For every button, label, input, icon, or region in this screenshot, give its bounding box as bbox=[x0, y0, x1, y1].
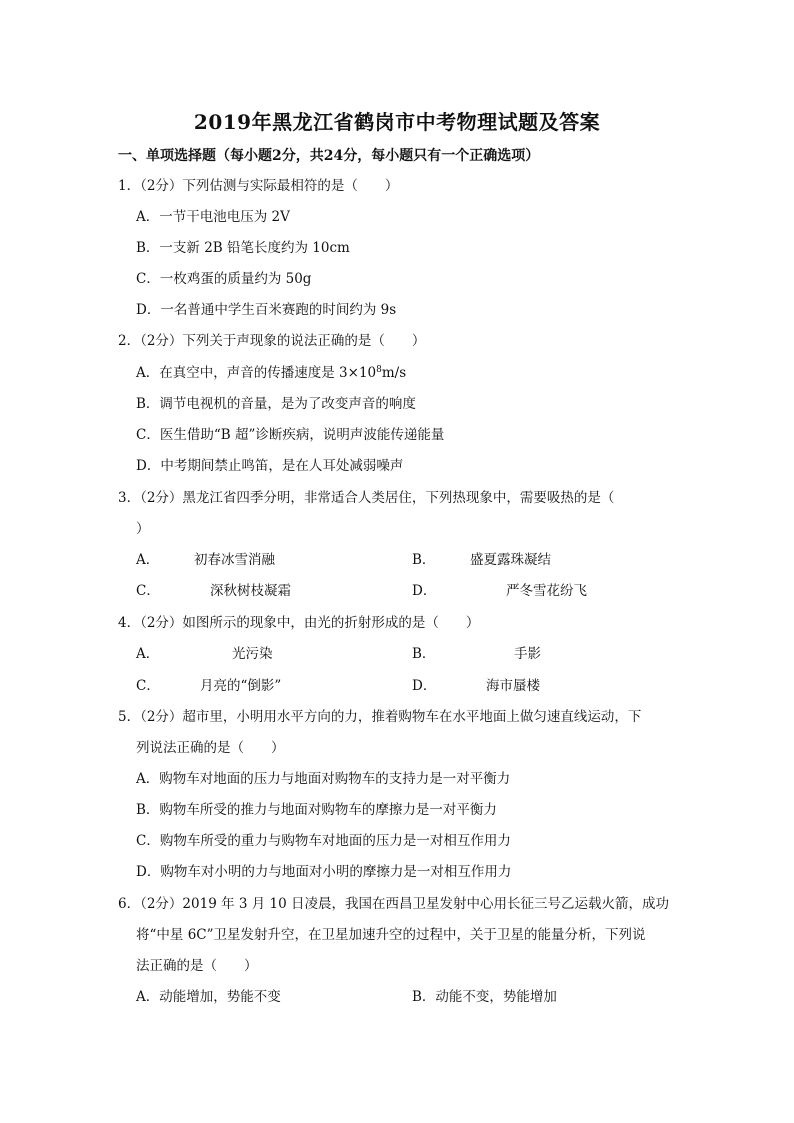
option-text: 初春冰雪消融 bbox=[194, 552, 275, 568]
question-6-stem-continued-1: 将“中星 6C”卫星发射升空，在卫星加速升空的过程中，关于卫星的能量分析，下列说 bbox=[136, 927, 646, 943]
question-3-option-a bbox=[136, 551, 275, 569]
question-5-option-b: B．购物车所受的推力与地面对购物车的摩擦力是一对平衡力 bbox=[136, 802, 497, 818]
question-5-option-d: D．购物车对小明的力与地面对小明的摩擦力是一对相互作用力 bbox=[136, 864, 512, 880]
question-4-option-b bbox=[412, 645, 541, 663]
question-6-option-a: A．动能增加，势能不变 bbox=[136, 989, 281, 1005]
question-2-option-c: C．医生借助“B 超”诊断疾病，说明声波能传递能量 bbox=[136, 427, 445, 443]
option-label: D． bbox=[412, 583, 437, 599]
question-4-option-a bbox=[136, 645, 273, 663]
question-4-option-c bbox=[136, 677, 281, 695]
option-text: 海市蜃楼 bbox=[486, 678, 540, 694]
option-label: D． bbox=[412, 678, 437, 694]
question-1-stem: 1．（2分）下列估测与实际最相符的是（ ） bbox=[118, 178, 399, 194]
question-3-option-c bbox=[136, 582, 291, 600]
option-label: B． bbox=[412, 646, 436, 662]
question-6-stem: 6．（2分）2019 年 3 月 10 日凌晨，我国在西昌卫星发射中心用长征三号乙运载火箭，成功 bbox=[118, 896, 670, 912]
question-1-option-a: A．一节干电池电压为 2V bbox=[136, 209, 290, 225]
question-5-stem-continued: 列说法正确的是（ ） bbox=[136, 740, 285, 756]
question-2-option-a-exponent: 8 bbox=[376, 365, 382, 375]
question-3-stem-continued: ） bbox=[136, 521, 150, 537]
question-3-option-b bbox=[412, 551, 551, 569]
document-title: 2019年黑龙江省鹤岗市中考物理试题及答案 bbox=[193, 110, 601, 134]
question-5-option-c: C．购物车所受的重力与购物车对地面的压力是一对相互作用力 bbox=[136, 833, 511, 849]
option-text: 深秋树枝凝霜 bbox=[210, 583, 291, 599]
question-5-option-a: A．购物车对地面的压力与地面对购物车的支持力是一对平衡力 bbox=[136, 771, 511, 787]
option-text: 手影 bbox=[514, 646, 541, 662]
option-text: 光污染 bbox=[232, 646, 273, 662]
question-2-stem: 2．（2分）下列关于声现象的说法正确的是（ ） bbox=[118, 333, 426, 349]
question-2-option-a-unit: m/s bbox=[381, 365, 407, 381]
option-label: A． bbox=[136, 552, 160, 568]
option-label: B． bbox=[412, 552, 436, 568]
question-2-option-a-text: A．在真空中，声音的传播速度是 3×10 bbox=[136, 365, 377, 381]
question-2-option-b: B．调节电视机的音量，是为了改变声音的响度 bbox=[136, 396, 416, 412]
option-text: 月亮的“倒影” bbox=[200, 678, 282, 694]
option-label: C． bbox=[136, 583, 160, 599]
question-1-option-c: C．一枚鸡蛋的质量约为 50g bbox=[136, 271, 312, 287]
question-2-option-d: D．中考期间禁止鸣笛，是在人耳处减弱噪声 bbox=[136, 458, 404, 474]
option-text: 盛夏露珠凝结 bbox=[470, 552, 551, 568]
question-4-option-d bbox=[412, 677, 540, 695]
question-1-option-d: D．一名普通中学生百米赛跑的时间约为 9s bbox=[136, 302, 397, 318]
question-4-stem: 4．（2分）如图所示的现象中，由光的折射形成的是（ ） bbox=[118, 615, 480, 631]
question-2-option-a bbox=[136, 364, 406, 382]
option-label: A． bbox=[136, 646, 160, 662]
question-3-stem: 3．（2分）黑龙江省四季分明，非常适合人类居住，下列热现象中，需要吸热的是（ bbox=[118, 490, 615, 506]
question-1-option-b: B．一支新 2B 铅笔长度约为 10cm bbox=[136, 240, 350, 256]
section-heading: 一、单项选择题（每小题2分，共24分，每小题只有一个正确选项） bbox=[118, 148, 540, 164]
option-text: 严冬雪花纷飞 bbox=[506, 583, 587, 599]
question-6-stem-continued-2: 法正确的是（ ） bbox=[136, 958, 258, 974]
question-3-option-d bbox=[412, 582, 587, 600]
option-label: C． bbox=[136, 678, 160, 694]
question-6-option-b: B．动能不变，势能增加 bbox=[412, 989, 557, 1005]
question-5-stem: 5．（2分）超市里，小明用水平方向的力，推着购物车在水平地面上做匀速直线运动，下 bbox=[118, 709, 642, 725]
